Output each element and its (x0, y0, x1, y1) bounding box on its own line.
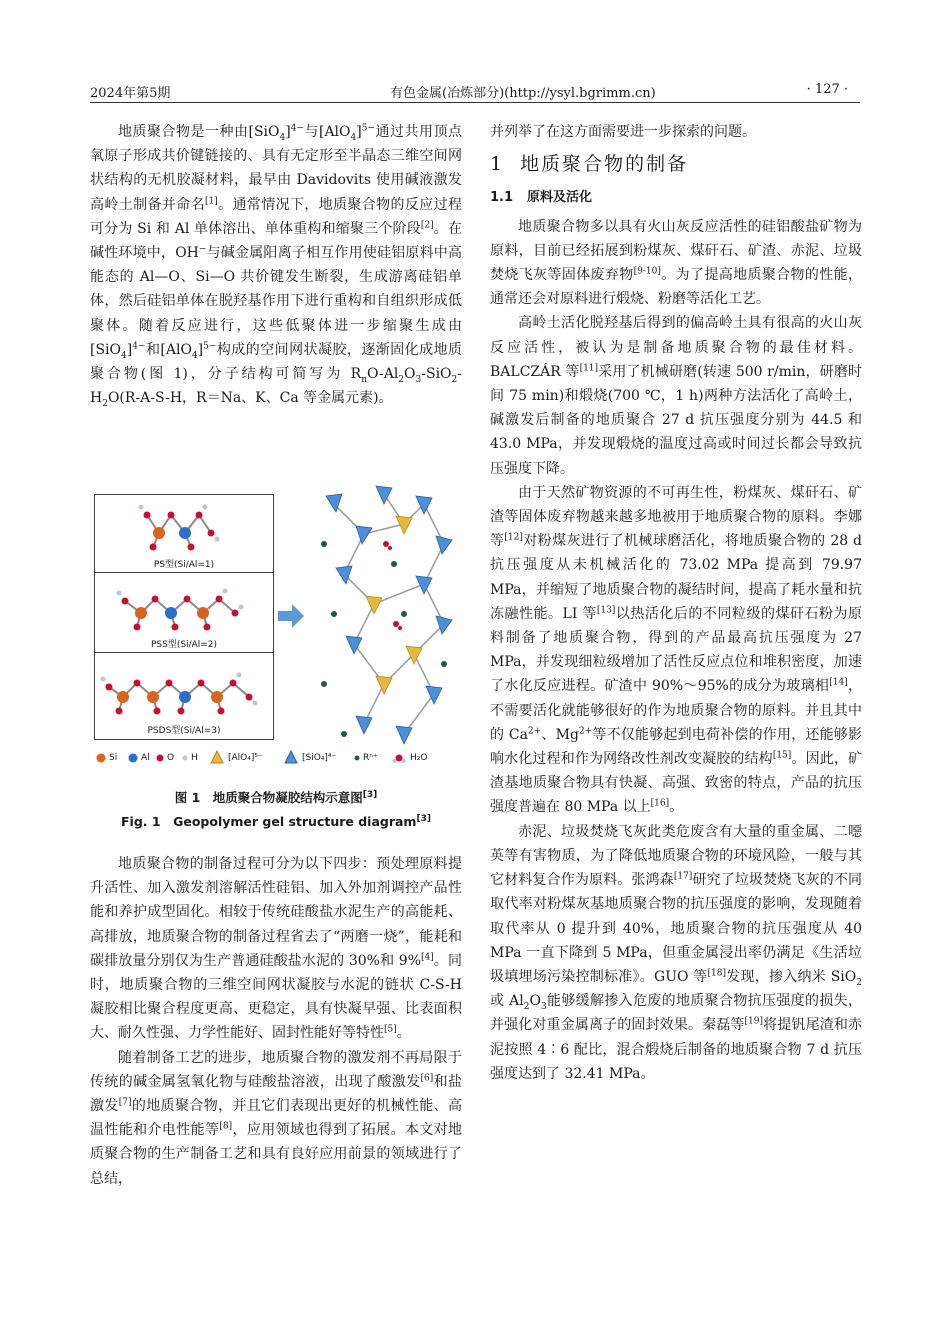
psds-structure-panel (94, 652, 274, 740)
o-atom-icon (156, 754, 164, 762)
citation: [12] (504, 532, 523, 543)
citation: [17] (673, 871, 693, 882)
left-column-lower (90, 852, 462, 1191)
section-heading: 1 地质聚合物的制备 (490, 153, 689, 176)
legend-sio4: [SiO₄]⁴⁻ (302, 753, 337, 763)
citation: [9-10] (633, 266, 661, 277)
pss-molecule-drawing (95, 573, 273, 637)
journal-title: 有色金属(冶炼部分)(http://ysyl.bgrimm.cn) (390, 86, 656, 101)
citation: [2] (420, 220, 434, 231)
citation: [18] (707, 968, 726, 979)
psds-label: PSDS型(Si/Al=3) (147, 726, 221, 736)
figure-caption-cn: 图 1 地质聚合物凝胶结构示意图[3] (174, 789, 378, 805)
ps-molecule-drawing (95, 495, 273, 557)
citation: [1] (204, 195, 218, 206)
water-molecule-icon (392, 752, 406, 764)
citation: [14] (829, 677, 848, 688)
legend-al: Al (141, 753, 150, 763)
ps-structure-panel (94, 494, 274, 574)
paragraph: 高岭土活化脱羟基后得到的偏高岭土具有很高的火山灰反应活性，被认为是制备地质聚合物的最佳材料。BALCZÁR 等[11]采用了机械研磨(转速 500 r/min，研磨时间 75 min)和煅烧(700 ℃，1 h)两种方法活化了高岭土，碱激发后制备的地质聚合 27 d 抗压强度分别为 44.5 和 43.0 MPa，并发现煅烧的温度过高或时间过长都会导致抗压强度下降。 (490, 315, 862, 477)
legend-h2o: H₂O (410, 753, 428, 763)
citation: [13] (596, 605, 616, 616)
paragraph: 并列举了在这方面需要进一步探索的问题。 (490, 124, 756, 140)
subsection-heading: 1.1 原料及活化 (490, 190, 593, 206)
right-arrow-icon (278, 604, 304, 628)
citation: [19] (744, 1016, 764, 1027)
page-number: · 127 · (806, 82, 848, 97)
citation: [4] (421, 952, 434, 963)
ps-label: PS型(Si/Al=1) (153, 560, 215, 570)
legend-alo4: [AlO₄]⁵⁻ (228, 753, 263, 763)
citation: [8] (219, 1121, 233, 1132)
citation: [15] (772, 750, 792, 761)
figure-caption-en: Fig. 1 Geopolymer gel structure diagram[3] (121, 813, 431, 829)
citation: [5] (384, 1024, 397, 1035)
psds-molecule-drawing (95, 653, 273, 721)
legend-si: Si (109, 753, 118, 763)
legend-h: H (191, 753, 198, 763)
metal-ion-icon (354, 755, 360, 761)
legend-r: Rⁿ⁺ (363, 753, 378, 763)
citation: [11] (579, 363, 599, 374)
pss-label: PSS型(Si/Al=2) (150, 640, 218, 650)
left-column (90, 120, 462, 410)
citation: [16] (650, 798, 670, 809)
paragraph: 地质聚合物是一种由$[SiO_4]^{4-}$与$[AlO_4]^{5-}$通过共用顶点氧原子形成共价键链接的、具有无定形至半晶态三维空间网状结构的无机胶凝材料，最早由 Davidovits 使用碱液激发高岭土制备并命名[1]。通常情况下，地质聚合物的反应过程可分为 Si 和 Al 单体溶出、单体重构和缩聚三个阶段[2]。在碱性环境中，OH−与碱金属阳离子相互作用使硅铝原料中高能态的 Al—O、Si—O 共价键发生断裂，生成游离硅铝单体，然后硅铝单体在脱羟基作用下进行重构和自组织形成低聚体。随着反应进行，这些低聚体进一步缩聚生成由$[SiO_4]^{4-}$和$[AlO_4]^{5-}$构成的空间网状凝胶，逐渐固化成地质聚合物(图 1)，分子结构可简写为 $R_nO-Al_2O_3-SiO_2-H_2O(R-A-S-H$，R＝Na、K、Ca 等金属元素)。 (90, 123, 463, 410)
al-atom-icon (128, 753, 138, 763)
citation: [6] (420, 1073, 434, 1084)
paragraph: 由于天然矿物资源的不可再生性，粉煤灰、煤矸石、矿渣等固体废弃物越来越多地被用于地质聚合物的原料。李娜等[12]对粉煤灰进行了机械球磨活化，将地质聚合物的 28 d 抗压强度从未机械活化的 73.02 MPa 提高到 79.97 MPa，并缩短了地质聚合物的凝结时间，提高了耗水量和抗冻融性能。LI 等[13]以热活化后的不同粒级的煤矸石粉为原料制备了地质聚合物，得到的产品最高抗压强度为 27 MPa，并发现细粒级增加了活性反应点位和堆积密度，加速了水化反应进程。矿渣中 90%～95%的成分为玻璃相[14]，不需要活化就能够很好的作为地质聚合物的原料。并且其中的 $Ca^{2+}$、$Mg^{2+}$等不仅能够起到电荷补偿的作用，还能够影响水化过程和作为网络改性剂改变凝胶的结构[15]。因此，矿渣基地质聚合物具有快凝、高强、致密的特点，产品的抗压强度普遍在 80 MPa 以上[16]。 (490, 484, 863, 816)
paragraph: 地质聚合物多以具有火山灰反应活性的硅铝酸盐矿物为原料，目前已经拓展到粉煤灰、煤矸石、矿渣、赤泥、垃圾焚烧飞灰等固体废弃物[9-10]。为了提高地质聚合物的性能，通常还会对原料进行煅烧、粉磨等活化工艺。 (490, 218, 863, 308)
paragraph: 地质聚合物的制备过程可分为以下四步：预处理原料提升活性、加入激发剂溶解活性硅铝、加入外加剂调控产品性能和养护成型固化。相较于传统硅酸盐水泥生产的高能耗、高排放，地质聚合物的制备过程省去了“两磨一烧”，能耗和碳排放量分别仅为生产普通硅酸盐水泥的 30%和 9%[4]。同时，地质聚合物的三维空间网状凝胶与水泥的链状 C-S-H 凝胶相比聚合程度更高、更稳定，具有快凝早强、比表面积大、耐久性强、力学性能好、固封性能好等特性[5]。 (90, 856, 463, 1042)
sio4-tetrahedron-icon (284, 750, 298, 764)
h-atom-icon (182, 755, 188, 761)
legend-o: O (167, 753, 175, 763)
figure-legend (94, 750, 454, 768)
figure-1 (90, 484, 456, 776)
gel-network-diagram (304, 484, 456, 746)
paragraph: 随着制备工艺的进步，地质聚合物的激发剂不再局限于传统的碱金属氢氧化物与硅酸盐溶液，出现了酸激发[6]和盐激发[7]的地质聚合物，并且它们表现出更好的机械性能、高温性能和介电性能等[8]，应用领域也得到了拓展。本文对地质聚合物的生产制备工艺和具有良好应用前景的领域进行了总结， (90, 1049, 463, 1187)
si-atom-icon (96, 753, 106, 763)
paragraph: 赤泥、垃圾焚烧飞灰此类危废含有大量的重金属、二噁英等有害物质，为了降低地质聚合物的环境风险，一般与其它材料复合作为原料。张鸿森[17]研究了垃圾焚烧飞灰的不同取代率对粉煤灰基地质聚合物的抗压强度的影响，发现随着取代率从 0 提升到 40%，地质聚合物的抗压强度从 40 MPa 一直下降到 5 MPa，但重金属浸出率仍满足《生活垃圾填埋场污染控制标准》。GUO 等[18]发现，掺入纳米 SiO$_2$或 $Al_2O_3$能够缓解掺入危废的地质聚合物抗压强度的损失，并强化对重金属离子的固封效果。秦磊等[19]将提钒尾渣和赤泥按照 4∶6 配比，混合煅烧后制备的地质聚合物 7 d 抗压强度达到了 32.41 MPa。 (490, 823, 863, 1082)
right-column (490, 120, 862, 1086)
alo4-tetrahedron-icon (210, 750, 224, 764)
issue-label: 2024年第5期 (90, 86, 171, 101)
citation: [7] (118, 1097, 132, 1108)
running-header (90, 80, 860, 103)
pss-structure-panel (94, 572, 274, 654)
